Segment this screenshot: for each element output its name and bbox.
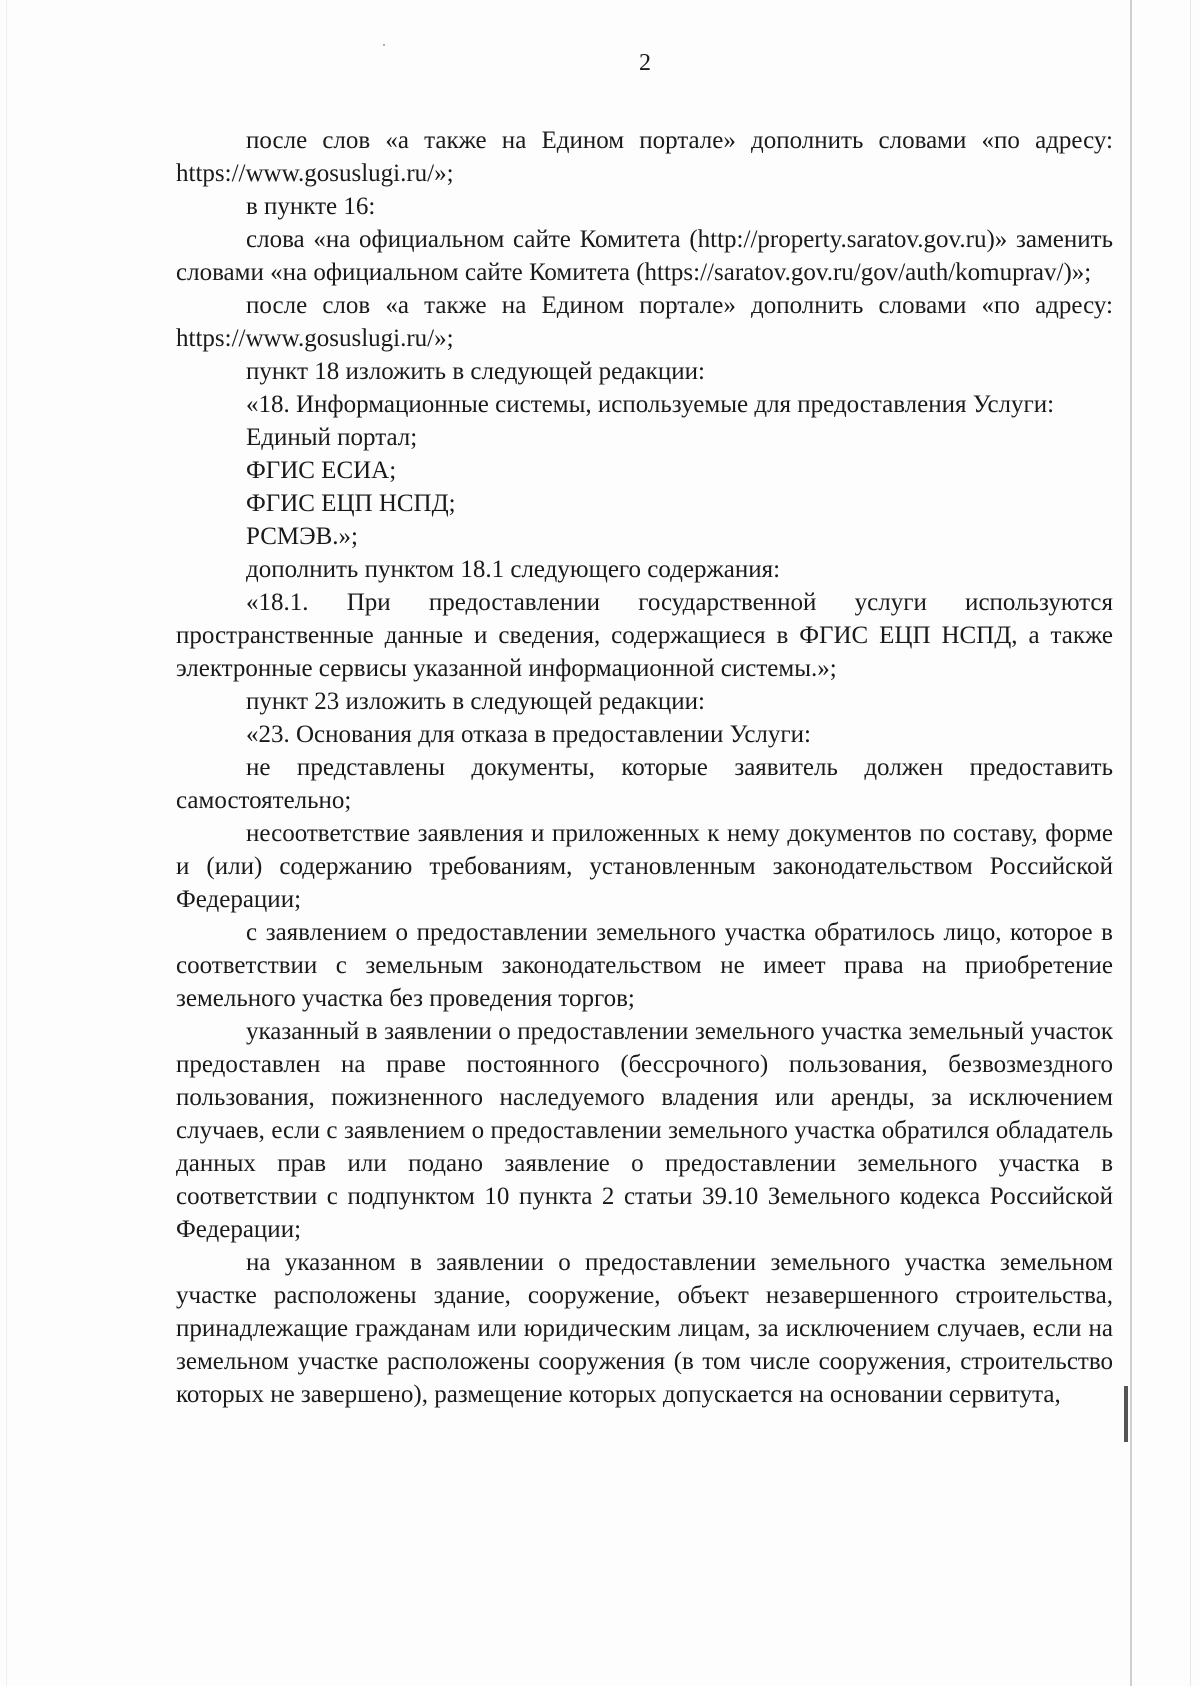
- paragraph: Единый портал;: [246, 424, 418, 451]
- document-body: [176, 124, 1113, 1411]
- paragraph: ФГИС ЕЦП НСПД;: [246, 490, 456, 517]
- scan-edge-right: [1130, 0, 1132, 1686]
- paragraph: дополнить пунктом 18.1 следующего содержания:: [246, 556, 781, 583]
- paragraph: после слов «а также на Едином портале» дополнить словами «по адресу: https://www.gosuslugi.ru/»;: [176, 127, 1113, 187]
- paragraph: ФГИС ЕСИА;: [246, 457, 397, 484]
- scan-edge-outer: [1190, 0, 1191, 1686]
- paragraph: с заявлением о предоставлении земельного участка обратилось лицо, которое в соответствии с земельным законодательством не имеет права на приобретение земельного участка без проведения торгов;: [176, 919, 1113, 1012]
- paragraph: «23. Основания для отказа в предоставлении Услуги:: [246, 721, 811, 748]
- paragraph: не представлены документы, которые заявитель должен предоставить самостоятельно;: [176, 754, 1113, 814]
- scan-speck: [383, 44, 385, 46]
- paragraph: пункт 18 изложить в следующей редакции:: [246, 358, 705, 385]
- paragraph: РСМЭВ.»;: [246, 523, 358, 550]
- paragraph: «18. Информационные системы, используемые для предоставления Услуги:: [246, 391, 1055, 418]
- paragraph: «18.1. При предоставлении государственной услуги используются пространственные данные и сведения, содержащиеся в ФГИС ЕЦП НСПД, а также электронные сервисы указанной информационной системы.»;: [176, 589, 1113, 682]
- paragraph: в пункте 16:: [246, 193, 376, 220]
- paragraph: несоответствие заявления и приложенных к нему документов по составу, форме и (или) содержанию требованиям, установленным законодательством Российской Федерации;: [176, 820, 1113, 913]
- paragraph: на указанном в заявлении о предоставлении земельного участка земельном участке расположены здание, сооружение, объект незавершенного строительства, принадлежащие гражданам или юридическим лицам, за исключением случаев, если на земельном участке расположены сооружения (в том числе сооружения, строительство которых не завершено), размещение которых допускается на основании сервитута,: [176, 1249, 1113, 1408]
- paragraph: указанный в заявлении о предоставлении земельного участка земельный участок предоставлен на праве постоянного (бессрочного) пользования, безвозмездного пользования, пожизненного наследуемого владения или аренды, за исключением случаев, если с заявлением о предоставлении земельного участка обратился обладатель данных прав или подано заявление о предоставлении земельного участка в соответствии с подпунктом 10 пункта 2 статьи 39.10 Земельного кодекса Российской Федерации;: [176, 1018, 1113, 1243]
- page-number: 2: [639, 50, 651, 76]
- paragraph: пункт 23 изложить в следующей редакции:: [246, 688, 705, 715]
- paragraph: после слов «а также на Едином портале» дополнить словами «по адресу: https://www.gosuslugi.ru/»;: [176, 292, 1113, 352]
- scan-edge-left: [6, 0, 7, 1686]
- paragraph: слова «на официальном сайте Комитета (http://property.saratov.gov.ru)» заменить словами «на официальном сайте Комитета (https://saratov.gov.ru/gov/auth/komuprav/)»;: [176, 226, 1113, 286]
- scan-edge-mark: [1124, 1386, 1128, 1442]
